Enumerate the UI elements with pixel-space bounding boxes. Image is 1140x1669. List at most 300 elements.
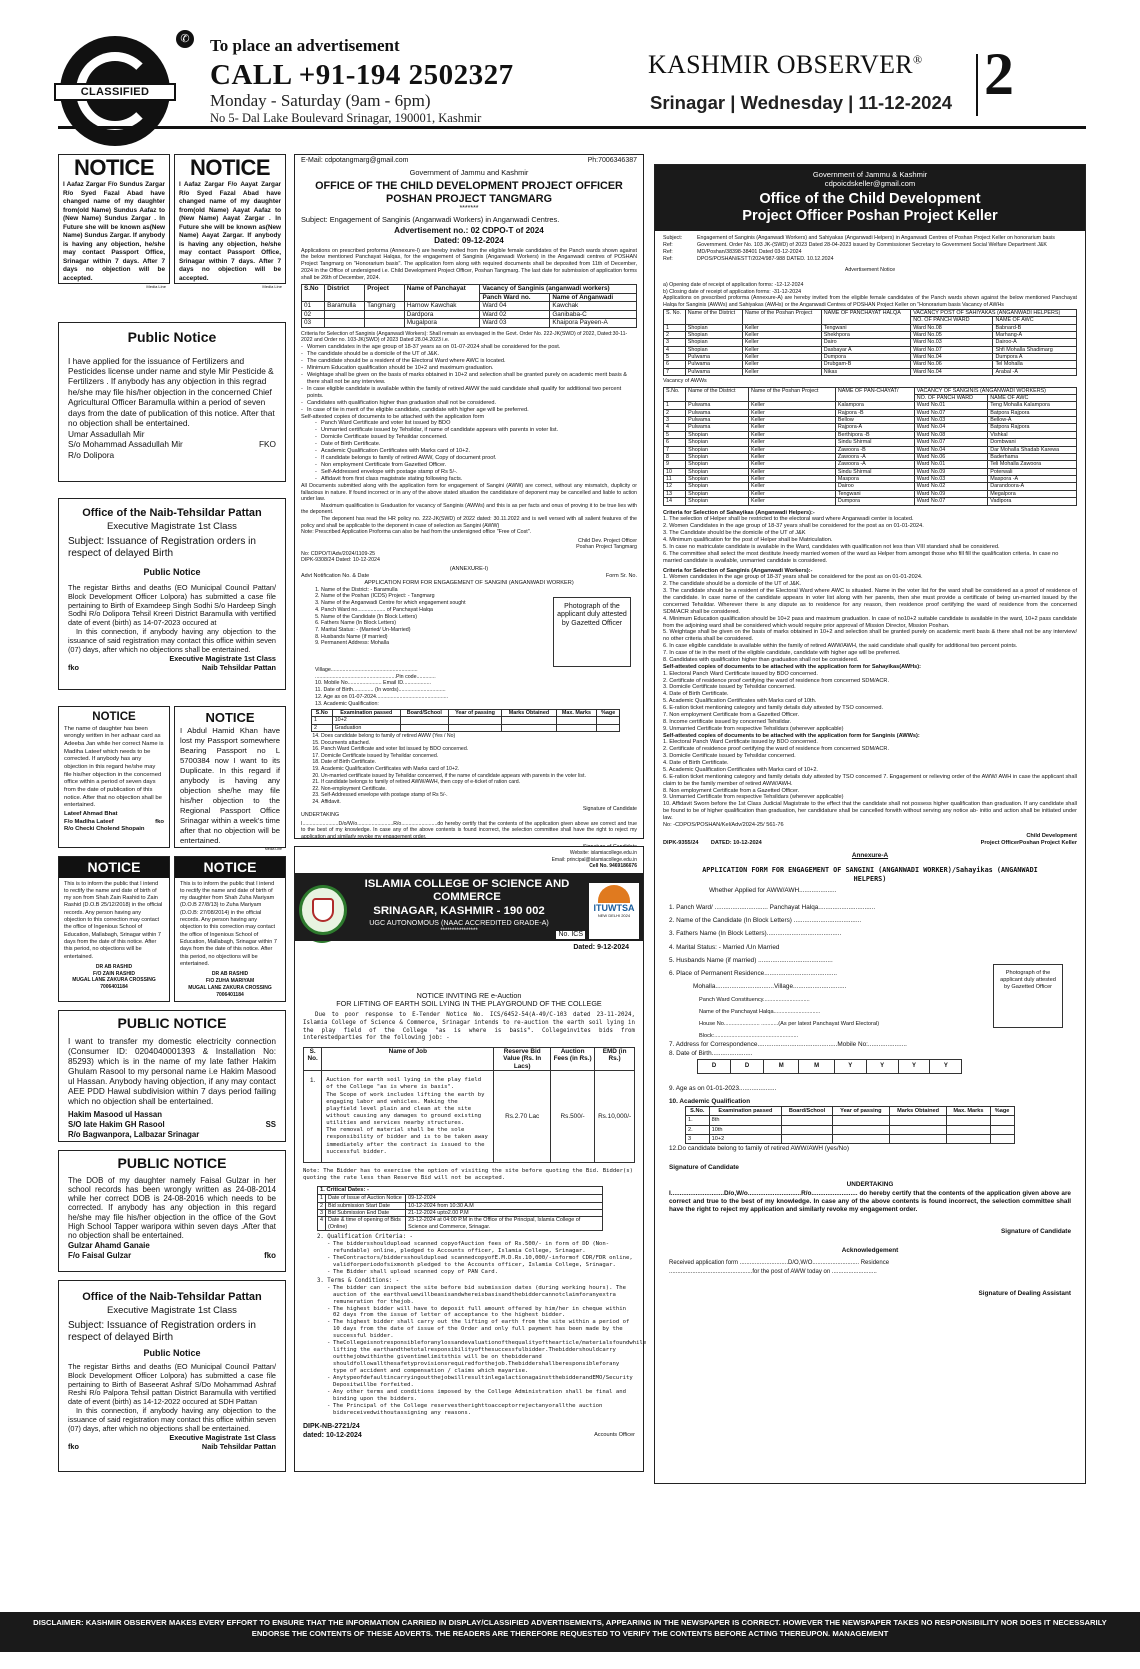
form-field: 7. Marital Status: - (Married/ Un-Married) bbox=[321, 627, 549, 634]
aww-row-cell: Keller bbox=[748, 417, 835, 424]
dipk-ref: DIPK-9355/24 bbox=[663, 839, 699, 846]
academic-row-cell bbox=[889, 1116, 947, 1125]
keller-advertisement bbox=[654, 164, 1086, 1484]
doc-aww-item: 10. Affidavit Sworn before the 1st Class Judicial Magistrate to the effect that the candidate shall not possess higher qualification than graduation. If any candidate shall be found to be of higher qualification than graduation, her candidature shall be cancelled forwith without serving any notice ab- initio and action shall be initiated under law. bbox=[663, 801, 1077, 822]
advertisement-date: Dated: 09-12-2024 bbox=[434, 236, 504, 246]
notice-body: The name of daughter has been wrongly written in her adhaar card as Adeeba Jan while her correct Name is Madiha Lateef which needs to be corrected. If anybody has any objection in this regard he/she may file his/her objection in the concerned office within a period of seven days from the date of publication of this notice. After that no objection shall be entertained. bbox=[64, 725, 164, 809]
crit-worker-item: 7. In case of tie in the merit of the eligible candidate, candidate with higher age will be preferred. bbox=[663, 650, 901, 657]
aww-row-cell: Shopian bbox=[686, 461, 749, 468]
aww-row-cell: 3 bbox=[664, 417, 686, 424]
crit-worker-item: 3. The candidate should be a resident of the Electoral Ward where AWC is situated. Name in the voter list for the ward shall be considered as a proof of residence of the candidate. In case name of the candidate appears in voter list along with her parents, then she must provide a certificate of being un-married issued by the concerned Tehsildar. Wherever there is any dispute as to residence for any reason, then residence proof certifying the ward of residence from the concerned SDM/ACR shall be considered. bbox=[663, 588, 1077, 615]
awh-row-cell: Keller bbox=[742, 324, 821, 331]
academic-row bbox=[686, 1134, 1015, 1143]
critical-date-row-cell: 10-12-2024 from 10:30 A.M bbox=[406, 1202, 603, 1209]
dipk-date: dated: 10-12-2024 bbox=[303, 1431, 362, 1439]
aww-row bbox=[664, 402, 1077, 409]
notice-title: NOTICE bbox=[189, 155, 271, 180]
awh-row-cell: Shfi Mohalla Shadimarg bbox=[993, 346, 1077, 353]
docs-awh-title: Self-attested copies of documents to be attached with the application form for Sahayikas(AWHs): bbox=[663, 663, 921, 670]
dob-cell: M bbox=[799, 1059, 834, 1073]
field-5: 5. Husbands Name (if married) .......................................... bbox=[669, 956, 833, 964]
dob-cell: M bbox=[764, 1059, 799, 1073]
academic-label: Academic Qualification: bbox=[323, 701, 379, 707]
th-ward: NO. OF PANCH WARD bbox=[914, 394, 988, 401]
awh-row bbox=[664, 339, 1077, 346]
academic-row-cell bbox=[448, 717, 502, 724]
more-field: 14. Does candidate belong to family of retired AWW (Yes / No) bbox=[321, 733, 637, 740]
masthead-divider bbox=[976, 54, 978, 116]
notice-title: NOTICE bbox=[59, 857, 169, 878]
critical-date-row-cell: 2 bbox=[318, 1202, 326, 1209]
email-label: Email ID bbox=[383, 680, 404, 687]
crit-worker-item: 6. In case eligible candidate is available within the family of retired AWW/AWH, the said candidate shall qualify for additional two percent points. bbox=[663, 643, 1018, 650]
academic-row-cell bbox=[782, 1116, 833, 1125]
field-10: 10. Academic Qualification bbox=[669, 1098, 751, 1106]
notice-tag: SS bbox=[265, 1120, 276, 1130]
crit-helper-item: 1. The selection of Helper shall be restricted to the electoral ward where Anganwadi center is located. bbox=[663, 516, 914, 523]
notice-body: I Abdul Hamid Khan have lost my Passport somewhere Bearing Passport no L 5700384 now I want to its Duplicate. In this regard if anybody is having any objection she/he may file his/her objection to the Regional Passport Office Srinagar within a week's time after that no objection will be entertained. bbox=[180, 726, 280, 846]
aww-row-cell: 1 bbox=[664, 402, 686, 409]
aww-row-cell: Bellow bbox=[835, 417, 914, 424]
aww-row-cell: Ward No.09 bbox=[914, 490, 988, 497]
crit-helper-item: 6. The committee shall select the most destitute /needy married women of the ward as Helper from amongst those who fill fill the qualification criteria. In case no married candidate is available, unmarried candidate is considered. bbox=[663, 550, 1059, 564]
awh-row-cell: Keller bbox=[742, 361, 821, 368]
docs-awh-list bbox=[663, 671, 1077, 733]
aww-row-cell: Keller bbox=[748, 461, 835, 468]
critical-date-row-cell: 4 bbox=[318, 1217, 326, 1231]
notice-title: NOTICE bbox=[92, 711, 136, 723]
crit-helper-item: 4. Minimum qualification for the post of Helper shall be Matriculation. bbox=[663, 537, 833, 544]
vacancy-row-cell: Baramulla bbox=[325, 302, 365, 311]
aww-row-cell: Keller bbox=[748, 402, 835, 409]
form-field: 1. Name of the District: - Baramulla bbox=[321, 587, 549, 594]
header-hours: Monday - Saturday (9am - 6pm) bbox=[210, 91, 431, 110]
academic-row-cell bbox=[448, 724, 502, 731]
crit-helper-item: 2. Women Candidates in the age group of 18-37 years shall be considered for the post as on 01-01-2024. bbox=[663, 523, 924, 530]
aww-row-cell: Shopian bbox=[686, 498, 749, 505]
vacancy-row-cell: Ganibaba-C bbox=[550, 310, 637, 319]
qualification-item: - The Bidder shall upload scanned copy of PAN Card. bbox=[327, 1269, 635, 1276]
islamia-college-notice bbox=[294, 846, 647, 1472]
crit-worker-item: 5. Weightage shall be given on the basis of marks obtained in 10+2 and selection shall be granted purely on academic merit basis & there shall not be any interview/ no other criteria shall be considered. bbox=[663, 629, 1077, 643]
criteria-item: - In case eligible candidate is available within the family of retired AWW the said candidate shall qualify for additional two percent points. bbox=[301, 386, 637, 400]
notice-body: The registar Births and deaths (EO Municipal Council Pattan/ Block Development Officer Lolpora) has submitted a case file pertaining to Birth of Examdeep Singh Sodhi S/o Hardeep Singh Sodhi R/o Dolipora Tehsil Kreeri District Baramulla with vertified date of event (birth) as 14-07-2023 occured at bbox=[68, 582, 276, 628]
house-field: House No....................... ...........(As per latest Panchayat Ward Electoral) bbox=[699, 1020, 880, 1027]
aww-row-cell: Maspora bbox=[835, 476, 914, 483]
th-district: Name of the District bbox=[685, 309, 742, 324]
whether-applied: Whether Applied for AWW/AWH..................... bbox=[709, 886, 837, 894]
aww-row-cell: Poterwali bbox=[988, 468, 1077, 475]
awh-row bbox=[664, 361, 1077, 368]
applicant-address: R/o Bagwanpora, Lalbazar Srinagar bbox=[68, 1129, 200, 1139]
notice-box-2 bbox=[174, 154, 286, 290]
aww-row-cell: Keller bbox=[748, 409, 835, 416]
vacancy-table bbox=[301, 284, 637, 328]
office-phone: Ph:7006346387 bbox=[587, 157, 637, 164]
applicant-name: Umar Assadullah Mir bbox=[68, 428, 145, 439]
doc-awh-item: 6. E-ration ticket mentioning category and family details duly attested by TSO concerned. bbox=[663, 705, 884, 712]
public-notice-heading: Public Notice bbox=[143, 567, 201, 578]
aww-row-cell: Keller bbox=[748, 431, 835, 438]
notice-title: NOTICE bbox=[205, 710, 255, 725]
aww-row-cell: Kalampora bbox=[835, 402, 914, 409]
doc-aww-item: 6. E-ration ticket mentioning category and family details duly attested by TSO concerned 7. Engagement or relieving order of the AWW/ AWH in case the applicant shall claim to be the family member of retired AWW/AWH. bbox=[663, 773, 1077, 787]
th-sno: S. No. bbox=[304, 1047, 322, 1071]
form-title: APPLICATION FORM FOR ENGAGEMENT OF SANGINI (ANGANWADI WORKER)/Sahayikas (ANGANWADI HELPERS) bbox=[702, 865, 1038, 883]
aww-row-cell: Teng Mohalla Kalampora bbox=[988, 402, 1077, 409]
sig-phone: 7006401184 bbox=[100, 984, 128, 991]
aww-row-cell: Shopian bbox=[686, 453, 749, 460]
words-label: (In words) bbox=[374, 687, 399, 694]
criteria-item: - The candidate should be a resident of the Electoral Ward where AWC is located. bbox=[301, 358, 637, 365]
header-address: No 5- Dal Lake Boulevard Srinagar, 190001, Kashmir bbox=[210, 111, 482, 125]
signature-2: Naib Tehsildar Pattan bbox=[201, 1441, 276, 1451]
academic-row-cell bbox=[990, 1116, 1014, 1125]
aww-row bbox=[664, 468, 1077, 475]
th-job: Name of Job bbox=[322, 1047, 494, 1071]
th-panchayat: Name of Panchayat bbox=[404, 285, 480, 302]
ack-text-2: ..................................................for the post of AWW today on ........................... bbox=[669, 1268, 877, 1275]
more-field: 17. Domicile Certificate issued by Tehsildar concerned. bbox=[321, 753, 637, 760]
header-rule bbox=[58, 126, 1086, 129]
aww-row-cell: 7 bbox=[664, 446, 686, 453]
aww-row bbox=[664, 439, 1077, 446]
term-item: - The bidder can inspect the site before bid submission dates (during working hours). The auction of the earthvaluewillbeasisandwhereisbasisandthebiddercannotclaimforanyextra remuneration for thejob. bbox=[327, 1285, 635, 1306]
aww-row-cell: Keller bbox=[748, 468, 835, 475]
form-sr-label: Form Sr. No. bbox=[605, 572, 637, 579]
academic-header: %age bbox=[597, 709, 620, 716]
aww-row-cell: Dar Mohalla Shadab Karewa bbox=[988, 446, 1077, 453]
awh-row-cell: Keller bbox=[742, 339, 821, 346]
doc-awh-item: 7. Non employment Certificate from a Gazetted Officer. bbox=[663, 711, 800, 718]
awh-row-cell: Shopian bbox=[685, 346, 742, 353]
annexure-heading: Annexure-A bbox=[851, 851, 889, 859]
vacancy-row-cell: Mugalpora bbox=[404, 319, 480, 328]
phone-icon: ✆ bbox=[176, 30, 194, 48]
doc-aww-item: No: -CDPOS/POSHAN/Kel/Adv/2024-25/ 561-76 bbox=[663, 821, 784, 828]
aww-row bbox=[664, 490, 1077, 497]
applicant-parent: F/o Faisal Gulzar bbox=[68, 1250, 132, 1260]
th-sno: S. No. bbox=[664, 309, 686, 324]
th-bid: Reserve Bid Value (Rs. In Lacs) bbox=[494, 1047, 551, 1071]
th-sno: S.No bbox=[302, 285, 325, 302]
aww-row-cell: 11 bbox=[664, 476, 686, 483]
crit-helpers-list bbox=[663, 516, 1077, 564]
awh-row-cell: Pulwama bbox=[685, 368, 742, 375]
notice-body-2: In this connection, if anybody having any objection to the issuance of said registration may contact this office within seven (07) days, after which no objections shall be entertained. bbox=[68, 627, 276, 655]
aww-row-cell: Sindu Shirmal bbox=[835, 439, 914, 446]
doc-awh-item: 9. Unmarried Certificate from respective Tehsildars (wherever applicable) bbox=[663, 725, 844, 732]
logo-right-text: ITUWTSA bbox=[593, 903, 635, 913]
office-title-1: Office of the Child Development bbox=[759, 190, 981, 207]
document-item: - Date of Birth Certificate. bbox=[315, 441, 637, 448]
th-fee: Auction Fees (in Rs.) bbox=[551, 1047, 595, 1071]
awh-row-cell: 5 bbox=[664, 354, 686, 361]
academic-row bbox=[312, 717, 620, 724]
aww-row-cell: Shopian bbox=[686, 431, 749, 438]
more-field: 23. Self-Addressed envelope with postage stamp of Rs 5/-. bbox=[321, 792, 637, 799]
aww-row-cell: Dombwani bbox=[988, 439, 1077, 446]
job-desc-2: The Scope of work includes lifting the earth by engaging labor and vehicles. Making the playfield level plain and clean at the site without causing any damages to ground existing utilities and services nearby structures. bbox=[326, 1091, 485, 1127]
awh-row-cell: Dairo bbox=[821, 339, 910, 346]
critical-date-row-cell: Date of Issue of Auction Notice bbox=[326, 1195, 406, 1202]
th-panchayat: NAME OF PAN-CHAYAT/ bbox=[835, 387, 914, 402]
aww-row bbox=[664, 483, 1077, 490]
term-item: - The Principal of the College reservestherighttoacceptorrejectanyorallthe auction bidsreceivedwithoutassigning any reasons. bbox=[327, 1403, 635, 1417]
aww-row-cell: Shopian bbox=[686, 476, 749, 483]
form-field: 8. Husbands Name (if married) bbox=[321, 634, 549, 641]
th-sno: S.No. bbox=[664, 387, 686, 402]
criteria-item: - The candidate should be a domicile of the UT of J&K. bbox=[301, 351, 637, 358]
form-fields bbox=[301, 587, 549, 667]
stars-divider: **************** bbox=[440, 927, 478, 934]
more-field: 24. Affidavit. bbox=[321, 799, 637, 806]
awh-row-cell: Dumpora A bbox=[993, 354, 1077, 361]
signature-1: Child Development bbox=[1026, 832, 1077, 839]
dob-cell: Y bbox=[930, 1059, 962, 1073]
ref-2: MD/Poshan/38398-38401 Dated 03-12-2024 bbox=[697, 248, 802, 255]
academic-row-cell: 1 bbox=[312, 717, 333, 724]
mohalla-field: Mohalla.................................Village.............................. bbox=[693, 983, 847, 991]
doc-awh-item: 8. Income certificate issued by concerned Tehsildar. bbox=[663, 718, 791, 725]
college-address: SRINAGAR, KASHMIR - 190 002 bbox=[373, 904, 545, 917]
public-notice-heading: Public Notice bbox=[143, 1348, 201, 1359]
aww-row-cell: Vadipora bbox=[988, 498, 1077, 505]
photo-placeholder[interactable]: Photograph of the applicant duly attested by Gazetted Officer bbox=[993, 964, 1063, 1028]
govt-name: Government of Jammu & Kashmir bbox=[812, 170, 928, 179]
doc-aww-item: 2. Certificate of residence proof certifying the ward of residence from concerned SDM/ACR. bbox=[663, 746, 890, 753]
aww-row-cell: Baderhama bbox=[988, 453, 1077, 460]
row-sno: 1. bbox=[304, 1071, 322, 1163]
aww-row-cell: Ward No.07 bbox=[914, 498, 988, 505]
academic-row-cell: 3 bbox=[686, 1134, 710, 1143]
doc-awh-item: 2. Certificate of residence proof certifying the ward of residence from concerned SDM/ACR. bbox=[663, 677, 890, 684]
annexure-heading: (ANNEXURE-I) bbox=[449, 565, 489, 572]
crit-worker-item: 4. Minimum Education qualification should be 10+2 pass and maximum graduation. In case of no10+2 suitable candidate is available in the ward, 10+2 pass candidate from the adjoining ward shall be considered which would require prior approval of Mission Director, Mission Poshan. bbox=[663, 615, 1077, 629]
aww-row-cell: Batpora Rajpora bbox=[988, 409, 1077, 416]
ref-3: DPOS/POSHAN/ESTT/2024/987-988 DATED. 10.12.2024 bbox=[697, 255, 834, 262]
advertisement-number: Advertisement no.: 02 CDPO-T of 2024 bbox=[394, 226, 544, 236]
form-field: 4. Panch Ward no................... of Panchayat Halqa bbox=[321, 607, 549, 614]
vacancy-row-cell: Harnow Kawchak bbox=[404, 302, 480, 311]
academic-row-cell bbox=[597, 717, 620, 724]
office-email: E-Mail: cdpotangmarg@gmail.com bbox=[301, 157, 409, 164]
awh-row-cell: 7 bbox=[664, 368, 686, 375]
awh-row-cell: Ward No.03 bbox=[911, 339, 993, 346]
awh-row-cell: Shopian bbox=[685, 339, 742, 346]
age-label: Age as on 01-07-2024 bbox=[323, 694, 376, 701]
ref-label: Ref: bbox=[663, 248, 673, 255]
academic-row-cell: 2 bbox=[312, 724, 333, 731]
signature-candidate: Signature of Candidate bbox=[669, 1164, 739, 1172]
criteria-item: - Weightage shall be given on the basis of marks obtained in 10+2 and selection shall be granted purely on academic merit basis & there shall not be any interview. bbox=[301, 372, 637, 386]
academic-header: Examination passed bbox=[709, 1107, 781, 1116]
aww-row-cell: Batpora Rajpora bbox=[988, 424, 1077, 431]
aww-row-cell: 12 bbox=[664, 483, 686, 490]
signature-1: Child Dev. Project Officer bbox=[578, 537, 637, 544]
academic-row-cell: 2. bbox=[686, 1125, 710, 1134]
th-awc: NAME OF AWC bbox=[988, 394, 1077, 401]
academic-row-cell bbox=[400, 724, 448, 731]
applicant-name: Gulzar Ahamd Ganaie bbox=[68, 1241, 150, 1251]
aww-row-cell: Ward No.03 bbox=[914, 417, 988, 424]
academic-row-cell bbox=[832, 1116, 889, 1125]
more-field: 18. Date of Birth Certificate. bbox=[321, 759, 637, 766]
th-district: District bbox=[325, 285, 365, 302]
awh-row-cell: Ward No.06 bbox=[911, 361, 993, 368]
aww-row-cell: 4 bbox=[664, 424, 686, 431]
aww-row bbox=[664, 453, 1077, 460]
notice-tag: fko bbox=[68, 662, 79, 672]
closing-date: b) Closing date of receipt of application forms: -31-12-2024 bbox=[663, 288, 802, 295]
aww-row bbox=[664, 424, 1077, 431]
aww-row-cell: Keller bbox=[748, 490, 835, 497]
awh-row-cell: 1 bbox=[664, 324, 686, 331]
note-1: All Documents submitted along with the application form for engagement of Sangini (AWW) are correct, without any mismatch, duplicity or fallacious in nature. If found incorrect or in any of the above stated situation the candidature of deponent may be cancelled and liable to action under law. bbox=[301, 483, 637, 503]
criteria-item: - Women candidates in the age group of 18-37 years as on 01-07-2024 shall be considered for the post. bbox=[301, 344, 637, 351]
aww-row-cell: Ward No.09 bbox=[914, 468, 988, 475]
sig-relation: F/O ZAIN RASHID bbox=[93, 970, 135, 977]
academic-header: %age bbox=[990, 1107, 1014, 1116]
dob-cell: D bbox=[698, 1059, 731, 1073]
academic-row bbox=[312, 724, 620, 731]
notice-subject: Subject: Issuance of Registration orders in respect of delayed Birth bbox=[68, 536, 256, 559]
auction-heading: NOTICE INVITING RE e-Auction bbox=[416, 990, 522, 1000]
aww-row-cell: Darandoora-A bbox=[988, 483, 1077, 490]
signature-candidate-2: Signature of Candidate bbox=[1001, 1227, 1071, 1235]
academic-header: Year of passing bbox=[448, 709, 502, 716]
doc-awh-item: 1. Electoral Panch Ward Certificate issued by BDO concerned. bbox=[663, 670, 818, 677]
pin-label: Pin code bbox=[395, 673, 417, 680]
critical-date-row-cell: 23-12-2024 at 04:00 P.M in the Office of the Principal, Islamia College of Science and Commerce, Srinagar. bbox=[406, 1217, 603, 1231]
document-item: - Domicile Certificate issued by Tehsildar concerned. bbox=[315, 434, 637, 441]
dipk-date: DATED: 10-12-2024 bbox=[710, 839, 762, 846]
th-ward: NO. OF PANCH WARD bbox=[911, 317, 993, 324]
notice-body-2: In this connection, if anybody having any objection to the issuance of said registration may contact this office within seven (07) days, after which no objections shall be entertained. bbox=[68, 1406, 276, 1434]
aww-row-cell: Keller bbox=[748, 453, 835, 460]
docs-aww-list bbox=[663, 739, 1077, 828]
signature-1: Executive Magistrate 1st Class bbox=[169, 1432, 276, 1442]
vacancy-row-cell bbox=[325, 310, 365, 319]
logo-text: CLASSIFIED bbox=[54, 83, 176, 101]
academic-row-cell bbox=[990, 1134, 1014, 1143]
applicant-address: R/o Checki Cholend Shopain bbox=[64, 826, 145, 833]
term-item: - Any other terms and conditions imposed by the College Administration shall be final and binding upon the bidders. bbox=[327, 1389, 635, 1403]
applicant-name: Hakim Masood ul Hassan bbox=[68, 1110, 163, 1120]
academic-table bbox=[311, 709, 620, 732]
th-panchayat: NAME OF PANCHAYAT HALQA bbox=[821, 309, 910, 324]
office-subtitle: Executive Magistrate 1st Class bbox=[107, 1304, 237, 1316]
doc-awh-item: 5. Academic Qualification Certificates with Marks card of 10th. bbox=[663, 698, 817, 705]
aww-row-cell: 6 bbox=[664, 439, 686, 446]
term-item: - The highest bidder will have to deposit full amount offered by him/her in cheque within 02 days from the issue of letter of acceptance to the highest bidder. bbox=[327, 1306, 635, 1320]
awh-row-cell: Pulwama bbox=[685, 361, 742, 368]
awh-row-cell: 2 bbox=[664, 331, 686, 338]
auction-subheading: FOR LIFTING OF EARTH SOIL LYING IN THE PLAYGROUND OF THE COLLEGE bbox=[336, 998, 602, 1008]
aww-row-cell: Ward No.04 bbox=[914, 424, 988, 431]
aww-row-cell: Ward No.03 bbox=[914, 476, 988, 483]
awh-row-cell: Ward No.04 bbox=[911, 354, 993, 361]
awh-row-cell: Dumpora bbox=[821, 354, 910, 361]
field-2: 2. Name of the Candidate (In Block Letters) ...................................... bbox=[669, 917, 862, 925]
critical-date-row-cell: Date & time of opening of Bids (Online) bbox=[326, 1217, 406, 1231]
awh-row-cell: Keller bbox=[742, 346, 821, 353]
academic-row bbox=[686, 1116, 1015, 1125]
awh-row-cell: Pulwama bbox=[685, 354, 742, 361]
aww-row-cell: Pulwama bbox=[686, 409, 749, 416]
academic-row-cell: 1. bbox=[686, 1116, 710, 1125]
critical-date-row-cell: 3 bbox=[318, 1210, 326, 1217]
aww-row-cell: 14 bbox=[664, 498, 686, 505]
project-title: POSHAN PROJECT TANGMARG bbox=[386, 192, 552, 205]
subject-label: Subject: bbox=[663, 235, 683, 242]
aww-row bbox=[664, 446, 1077, 453]
document-item: - Panch Ward Certificate and voter list issued by BDO bbox=[315, 420, 637, 427]
public-notice-title: PUBLIC NOTICE bbox=[117, 1155, 227, 1171]
documents-list bbox=[301, 420, 637, 483]
college-crest bbox=[299, 885, 347, 935]
notice-subject: Subject: Issuance of Registration orders in respect of delayed Birth bbox=[68, 1320, 256, 1343]
aww-row-cell: 13 bbox=[664, 490, 686, 497]
document-item: - If candidate belongs to family of retired AWW, Copy of document proof. bbox=[315, 455, 637, 462]
opening-date: a) Opening date of receipt of application forms: -12-12-2024 bbox=[663, 281, 804, 288]
auction-intro: Due to poor response to E-Tender Notice No. ICS/6452-54(A-49/C-103 dated 23-11-2024, Islamia College of Science & Commerce, Srinagar intends to re-auction the earth soil lying in the play field of the College "as is where is basis". Collegeinvites bids from interestedparties for the following job: - bbox=[303, 1012, 635, 1042]
aww-row-cell: Ward No.08 bbox=[914, 431, 988, 438]
vacancy-row-cell bbox=[365, 319, 405, 328]
aww-row-cell: Sindu Shirmal bbox=[835, 468, 914, 475]
aww-row-cell: Ward No.06 bbox=[914, 453, 988, 460]
critical-date-row-cell: Bid Submission End Date bbox=[326, 1210, 406, 1217]
criteria-list bbox=[301, 344, 637, 414]
photo-placeholder[interactable]: Photograph of the applicant duly attested by Gazetted Officer bbox=[553, 597, 631, 667]
crit-worker-item: 2. The candidate should be a domicile of the UT of J&K. bbox=[663, 581, 802, 588]
awh-row-cell: Ward No.08 bbox=[911, 324, 993, 331]
awh-row-cell: Ward No.05 bbox=[911, 331, 993, 338]
academic-header: Year of passing bbox=[832, 1107, 889, 1116]
page-number: 2 bbox=[984, 41, 1014, 107]
office-title-2: Project Officer Poshan Project Keller bbox=[742, 208, 998, 225]
note-4: Note: Prescribed Application Proforma can also be had from the undersigned office "Free of Cost". bbox=[301, 529, 532, 536]
office-title: Office of the Naib-Tehsildar Pattan bbox=[82, 507, 262, 519]
academic-header: S.No bbox=[312, 709, 333, 716]
note-3: The deponent has read the HR policy no. 222-JK(SWD) of 2022 dated: 30.11.2022 and is well versed with all salient features of the policy and shall be applicable to the deponent in case of selection as Sangini (AWW) bbox=[301, 516, 637, 529]
dob-cell: Y bbox=[898, 1059, 930, 1073]
term-item: - The highest bidder shall carry out the lifting of earth from the site within a period of 10 days from the date of issue of the Order and only full payment has been made by the successful bidder. bbox=[327, 1319, 635, 1340]
qualification-title: 2. Qualification Criteria: - bbox=[317, 1234, 413, 1241]
form-field: 9. Permanent Address: Mohalla bbox=[321, 640, 549, 647]
dob-label: Date of Birth bbox=[323, 687, 353, 694]
academic-row-cell bbox=[947, 1125, 990, 1134]
document-item: - Academic Qualification Certificates with Marks card of 10+2. bbox=[315, 448, 637, 455]
aww-row-cell: Megalpora bbox=[988, 490, 1077, 497]
signature: Accounts Officer bbox=[594, 1431, 635, 1438]
notice-number: No. ICS bbox=[558, 931, 583, 938]
doc-aww-item: 3. Domicile Certificate issued by Tehsildar concerned. bbox=[663, 753, 796, 760]
notice-box-5 bbox=[58, 856, 170, 1002]
notice-body: This is to inform the public that I intend to rectify the name and date of birth of my son from Shah Zain Rashid to Zain Rashid (D.O.B 25/12/2018) in the official records. Any person having any objection to this correction may contact the office of Ingenious School of Education, Mallabagh, Srinagar within 7 days from the date of this notice. After this period, no objections will be entertained. bbox=[64, 880, 163, 960]
applicant-parent: F/o Madiha Lateef bbox=[64, 818, 114, 825]
ituwtsa-logo bbox=[589, 883, 639, 939]
qualification-list bbox=[303, 1241, 635, 1276]
aww-row-cell: Dumpora bbox=[835, 498, 914, 505]
applicant-address: R/o Dolipora bbox=[68, 449, 115, 460]
applicant-parent: S/O late Hakim GH Rasool bbox=[68, 1120, 165, 1130]
th-project: Name of the Poshan Project bbox=[748, 387, 835, 402]
aww-row-cell: Keller bbox=[748, 483, 835, 490]
sig-address: MUGAL LANE ZAKURA CROSSING bbox=[188, 984, 272, 991]
doc-aww-item: 9. Unmarried Certificate from respective Tehsildars (wherever applicable) bbox=[663, 794, 844, 801]
sig-name: DR AB RASHID bbox=[95, 963, 133, 970]
